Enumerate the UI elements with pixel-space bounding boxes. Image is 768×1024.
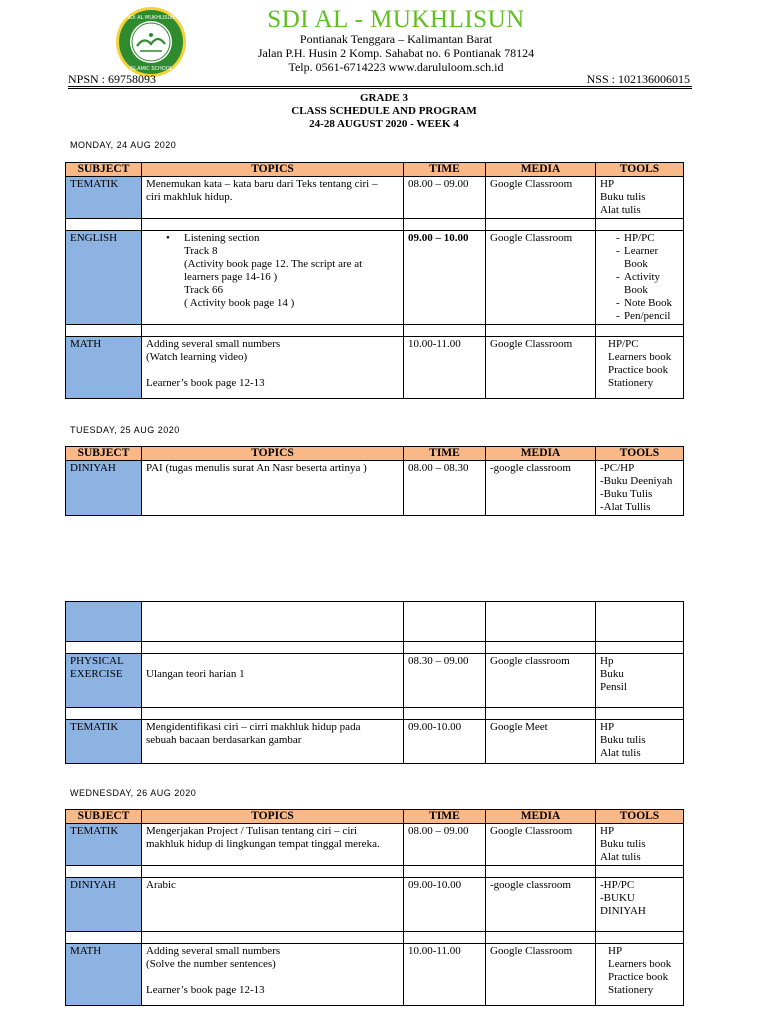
header-rule bbox=[68, 88, 692, 89]
table-header-row bbox=[66, 163, 684, 177]
media-cell: Google Meet bbox=[486, 720, 596, 764]
column-header-topics: TOPICS bbox=[142, 447, 404, 461]
column-header-subject: SUBJECT bbox=[66, 810, 142, 824]
tool-item: HP bbox=[600, 178, 615, 190]
time-cell: 09.00 – 10.00 bbox=[404, 231, 486, 325]
column-header-media: MEDIA bbox=[486, 447, 596, 461]
time-cell: 09.00-10.00 bbox=[404, 878, 486, 932]
column-header-topics: TOPICS bbox=[142, 810, 404, 824]
column-header-subject: SUBJECT bbox=[66, 447, 142, 461]
tool-item: - Note Book bbox=[624, 297, 679, 310]
table-row bbox=[66, 337, 684, 399]
nss-number: NSS : 102136006015 bbox=[586, 72, 690, 86]
table-row bbox=[66, 654, 684, 708]
time-cell: 10.00-11.00 bbox=[404, 337, 486, 399]
schedule-table-monday bbox=[65, 162, 684, 399]
table-row bbox=[66, 824, 684, 866]
tool-item: Learners book bbox=[608, 351, 672, 363]
topics-cell bbox=[142, 824, 404, 866]
tool-item: - Pen/pencil bbox=[624, 310, 679, 323]
table-row bbox=[66, 231, 684, 325]
topic-line: Track 8 bbox=[184, 245, 218, 257]
table-header-row bbox=[66, 810, 684, 824]
tool-item: HP bbox=[608, 945, 623, 957]
topic-line: Mengidentifikasi ciri – cirri makhluk hidup pada bbox=[146, 721, 361, 733]
column-header-media: MEDIA bbox=[486, 163, 596, 177]
subject-cell: DINIYAH bbox=[66, 878, 142, 932]
tool-item: -Alat Tullis bbox=[600, 501, 651, 513]
day-heading-tuesday: TUESDAY, 25 AUG 2020 bbox=[70, 425, 180, 435]
week-subtitle: 24-28 AUGUST 2020 - WEEK 4 bbox=[309, 118, 459, 130]
tool-item: HP/PC bbox=[608, 338, 639, 350]
subject-cell: TEMATIK bbox=[66, 177, 142, 219]
school-name: SDI AL - MUKHLISUN bbox=[267, 6, 525, 33]
topic-line: makhluk hidup di lingkungan tempat tinggal mereka. bbox=[146, 838, 380, 850]
topic-line: Mengerjakan Project / Tulisan tentang ciri – ciri bbox=[146, 825, 358, 837]
tools-cell bbox=[596, 944, 684, 1006]
topics-cell: Arabic bbox=[142, 878, 404, 932]
tool-list bbox=[600, 232, 679, 323]
tool-item: DINIYAH bbox=[600, 905, 646, 917]
table-row bbox=[66, 461, 684, 516]
subject-cell: MATH bbox=[66, 944, 142, 1006]
subject-cell: MATH bbox=[66, 337, 142, 399]
tools-cell bbox=[596, 878, 684, 932]
npsn-number: NPSN : 69758093 bbox=[68, 72, 157, 86]
tools-cell bbox=[596, 177, 684, 219]
media-cell: -google classroom bbox=[486, 461, 596, 516]
media-cell: Google classroom bbox=[486, 654, 596, 708]
topic-line: Menemukan kata – kata baru dari Teks tentang ciri – bbox=[146, 178, 378, 190]
time-cell: 08.30 – 09.00 bbox=[404, 654, 486, 708]
tools-cell bbox=[596, 461, 684, 516]
spacer-row bbox=[66, 708, 684, 720]
topic-line: Adding several small numbers bbox=[146, 945, 281, 957]
header-rule bbox=[68, 86, 692, 87]
tool-item: Learners book bbox=[608, 958, 672, 970]
tool-item: - HP/PC bbox=[624, 232, 679, 245]
tool-item: Alat tulis bbox=[600, 747, 641, 759]
tool-item: Practice book bbox=[608, 971, 669, 983]
topics-cell bbox=[142, 720, 404, 764]
tool-item: Pensil bbox=[600, 681, 627, 693]
topic-line: (Activity book page 12. The script are at bbox=[184, 258, 363, 270]
subject-cell: ENGLISH bbox=[66, 231, 142, 325]
tool-item: - Learner Book bbox=[624, 245, 679, 271]
topics-cell: PAI (tugas menulis surat An Nasr beserta artinya ) bbox=[142, 461, 404, 516]
topic-line bbox=[146, 971, 399, 984]
tools-cell bbox=[596, 654, 684, 708]
media-cell: -google classroom bbox=[486, 878, 596, 932]
time-cell: 08.00 – 09.00 bbox=[404, 824, 486, 866]
media-cell: Google Classroom bbox=[486, 337, 596, 399]
table-row bbox=[66, 944, 684, 1006]
address-line-3: Telp. 0561-6714223 www.darululoom.sch.id bbox=[288, 60, 504, 74]
column-header-media: MEDIA bbox=[486, 810, 596, 824]
media-cell: Google Classroom bbox=[486, 824, 596, 866]
subject-cell bbox=[66, 602, 142, 642]
tool-item: Buku tulis bbox=[600, 838, 646, 850]
svg-text:ISLAMIC SCHOOL: ISLAMIC SCHOOL bbox=[129, 66, 173, 72]
day-heading-monday: MONDAY, 24 AUG 2020 bbox=[70, 140, 177, 150]
topic-line: Track 66 bbox=[184, 284, 224, 296]
topic-line: learners page 14-16 ) bbox=[184, 271, 278, 283]
schedule-table-tuesday bbox=[65, 446, 684, 516]
topic-line: Learner’s book page 12-13 bbox=[146, 377, 265, 389]
tools-cell bbox=[596, 231, 684, 325]
media-cell: Google Classroom bbox=[486, 231, 596, 325]
column-header-time: TIME bbox=[404, 447, 486, 461]
topic-bullet-item: • Listening section bbox=[184, 232, 399, 245]
table-header-row bbox=[66, 447, 684, 461]
topic-line: sebuah bacaan berdasarkan gambar bbox=[146, 734, 302, 746]
media-cell: Google Classroom bbox=[486, 177, 596, 219]
subject-line: PHYSICAL bbox=[70, 655, 124, 667]
spacer-row bbox=[66, 932, 684, 944]
svg-text:SDI AL MUKHLISUN: SDI AL MUKHLISUN bbox=[127, 15, 175, 21]
spacer-row bbox=[66, 642, 684, 654]
topic-line bbox=[146, 364, 399, 377]
tool-item: HP bbox=[600, 721, 615, 733]
schedule-table-wednesday bbox=[65, 809, 684, 1006]
tool-item: Stationery bbox=[608, 377, 654, 389]
tool-item: Stationery bbox=[608, 984, 654, 996]
tool-item: HP bbox=[600, 825, 615, 837]
document-title: CLASS SCHEDULE AND PROGRAM bbox=[291, 105, 477, 117]
empty-row bbox=[66, 602, 684, 642]
topics-cell bbox=[142, 602, 404, 642]
subject-cell: DINIYAH bbox=[66, 461, 142, 516]
tool-item: -Buku Deeniyah bbox=[600, 475, 673, 487]
time-cell: 10.00-11.00 bbox=[404, 944, 486, 1006]
tool-item: Alat tulis bbox=[600, 851, 641, 863]
time-cell: 08.00 – 09.00 bbox=[404, 177, 486, 219]
topic-line: Learner’s book page 12-13 bbox=[146, 984, 265, 996]
spacer-row bbox=[66, 325, 684, 337]
tools-cell bbox=[596, 602, 684, 642]
topic-list bbox=[146, 232, 399, 245]
topics-cell bbox=[142, 231, 404, 325]
address-line-1: Pontianak Tenggara – Kalimantan Barat bbox=[299, 32, 493, 46]
tools-cell bbox=[596, 337, 684, 399]
tool-item: -HP/PC bbox=[600, 879, 635, 891]
topic-line: Adding several small numbers bbox=[146, 338, 281, 350]
subject-line: EXERCISE bbox=[70, 668, 123, 680]
topics-cell bbox=[142, 177, 404, 219]
topic-line: ciri makhluk hidup. bbox=[146, 191, 233, 203]
table-row bbox=[66, 177, 684, 219]
school-logo bbox=[115, 6, 187, 78]
column-header-subject: SUBJECT bbox=[66, 163, 142, 177]
column-header-tools: TOOLS bbox=[596, 810, 684, 824]
table-row bbox=[66, 720, 684, 764]
table-row bbox=[66, 878, 684, 932]
spacer-row bbox=[66, 866, 684, 878]
day-heading-wednesday: WEDNESDAY, 26 AUG 2020 bbox=[70, 788, 197, 798]
tool-item: Hp bbox=[600, 655, 614, 667]
topic-line: (Watch learning video) bbox=[146, 351, 248, 363]
tools-cell bbox=[596, 824, 684, 866]
tool-item: -PC/HP bbox=[600, 462, 635, 474]
topics-cell bbox=[142, 944, 404, 1006]
tool-item: Buku tulis bbox=[600, 734, 646, 746]
time-cell: 09.00-10.00 bbox=[404, 720, 486, 764]
time-cell: 08.00 – 08.30 bbox=[404, 461, 486, 516]
tool-item: Buku bbox=[600, 668, 624, 680]
topic-line: ( Activity book page 14 ) bbox=[184, 297, 295, 309]
tools-cell bbox=[596, 720, 684, 764]
subject-cell: TEMATIK bbox=[66, 720, 142, 764]
column-header-topics: TOPICS bbox=[142, 163, 404, 177]
tool-item: Buku tulis bbox=[600, 191, 646, 203]
column-header-time: TIME bbox=[404, 163, 486, 177]
tool-item: -BUKU bbox=[600, 892, 635, 904]
tool-item: - Activity Book bbox=[624, 271, 679, 297]
column-header-tools: TOOLS bbox=[596, 163, 684, 177]
subject-cell: TEMATIK bbox=[66, 824, 142, 866]
address-line-2: Jalan P.H. Husin 2 Komp. Sahabat no. 6 Pontianak 78124 bbox=[257, 46, 535, 60]
grade-title: GRADE 3 bbox=[360, 92, 408, 104]
schedule-table-tuesday-continued bbox=[65, 601, 684, 764]
media-cell bbox=[486, 602, 596, 642]
media-cell: Google Classroom bbox=[486, 944, 596, 1006]
column-header-time: TIME bbox=[404, 810, 486, 824]
time-cell bbox=[404, 602, 486, 642]
subject-cell bbox=[66, 654, 142, 708]
tool-item: Practice book bbox=[608, 364, 669, 376]
column-header-tools: TOOLS bbox=[596, 447, 684, 461]
topics-cell: Ulangan teori harian 1 bbox=[142, 654, 404, 708]
tool-item: Alat tulis bbox=[600, 204, 641, 216]
topics-cell bbox=[142, 337, 404, 399]
tool-item: -Buku Tulis bbox=[600, 488, 653, 500]
topic-line: (Solve the number sentences) bbox=[146, 958, 276, 970]
spacer-row bbox=[66, 219, 684, 231]
